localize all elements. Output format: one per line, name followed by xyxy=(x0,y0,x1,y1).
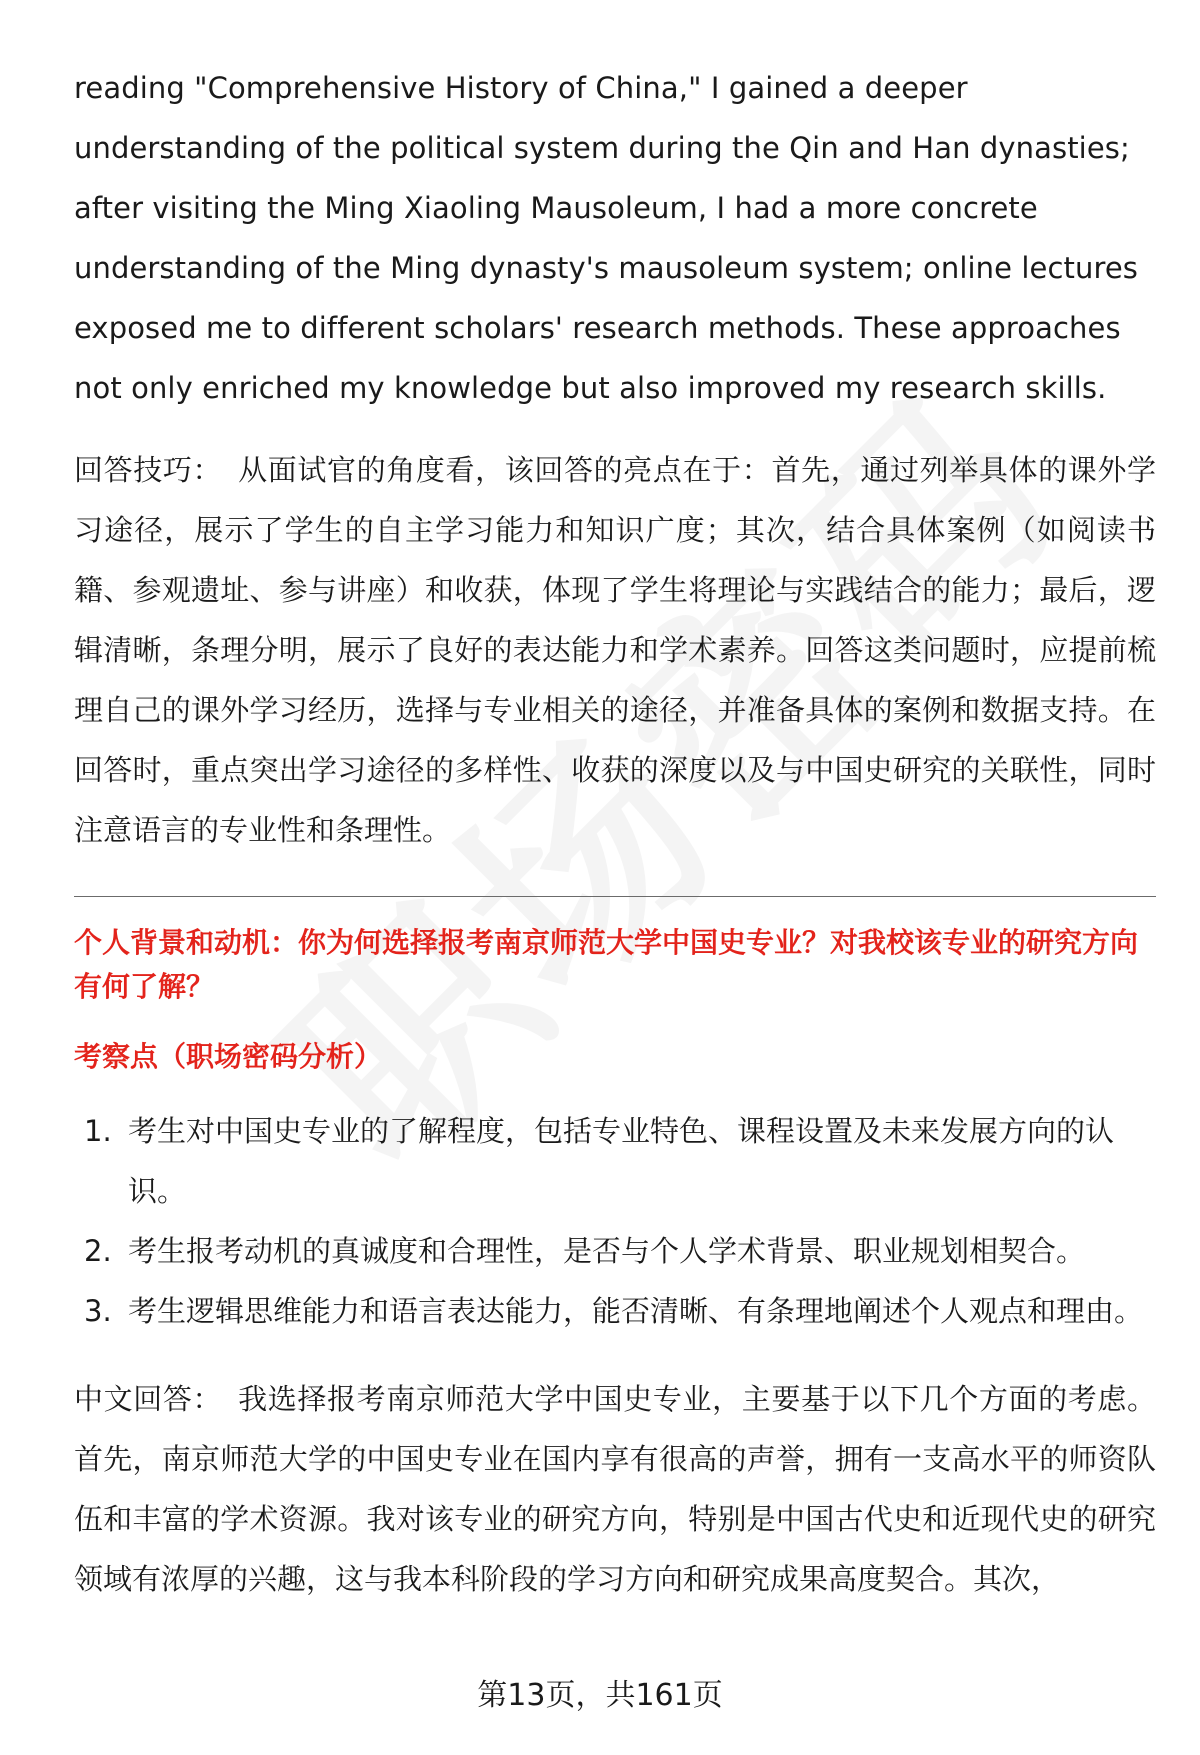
chinese-answer-paragraph xyxy=(74,1369,1156,1609)
page-content xyxy=(74,58,1156,1609)
exam-points-heading: 考察点（职场密码分析） xyxy=(74,1040,383,1073)
question-heading: 个人背景和动机：你为何选择报考南京师范大学中国史专业？对我校该专业的研究方向有何了解？ xyxy=(74,926,1139,1003)
list-item-number: 2. xyxy=(84,1234,112,1268)
answer-tip-paragraph xyxy=(74,440,1156,860)
answer-tip-text: 从面试官的角度看，该回答的亮点在于：首先，通过列举具体的课外学习途径，展示了学生的自主学习能力和知识广度；其次，结合具体案例（如阅读书籍、参观遗址、参与讲座）和收获，体现了学生将理论与实践结合的能力；最后，逻辑清晰，条理分明，展示了良好的表达能力和学术素养。回答这类问题时，应提前梳理自己的课外学习经历，选择与专业相关的途径，并准备具体的案例和数据支持。在回答时，重点突出学习途径的多样性、收获的深度以及与中国史研究的关联性，同时注意语言的专业性和条理性。 xyxy=(74,453,1156,847)
english-answer-paragraph: reading "Comprehensive History of China," I gained a deeper understanding of the political system during the Qin and Han dynasties; after visiting the Ming Xiaoling Mausoleum, I had a more concrete understanding of the Ming dynasty's mausoleum system; online lectures exposed me to different scholars' research methods. These approaches not only enriched my knowledge but also improved my research skills. xyxy=(74,71,1138,405)
section-divider xyxy=(74,896,1156,897)
list-item xyxy=(74,1221,1156,1281)
list-item xyxy=(74,1101,1156,1221)
exam-points-list xyxy=(74,1101,1156,1341)
list-item-text: 考生报考动机的真诚度和合理性，是否与个人学术背景、职业规划相契合。 xyxy=(128,1234,1086,1268)
list-item-number: 3. xyxy=(84,1294,112,1328)
list-item-text: 考生逻辑思维能力和语言表达能力，能否清晰、有条理地阐述个人观点和理由。 xyxy=(128,1294,1144,1328)
chinese-answer-label: 中文回答： xyxy=(74,1382,223,1416)
list-item-text: 考生对中国史专业的了解程度，包括专业特色、课程设置及未来发展方向的认识。 xyxy=(128,1114,1115,1208)
list-item xyxy=(74,1281,1156,1341)
page-number-footer: 第13页，共161页 xyxy=(477,1678,723,1713)
answer-tip-label: 回答技巧： xyxy=(74,453,223,487)
list-item-number: 1. xyxy=(84,1114,112,1148)
chinese-answer-text: 我选择报考南京师范大学中国史专业，主要基于以下几个方面的考虑。首先，南京师范大学的中国史专业在国内享有很高的声誉，拥有一支高水平的师资队伍和丰富的学术资源。我对该专业的研究方向，特别是中国古代史和近现代史的研究领域有浓厚的兴趣，这与我本科阶段的学习方向和研究成果高度契合。其次， xyxy=(74,1382,1156,1596)
